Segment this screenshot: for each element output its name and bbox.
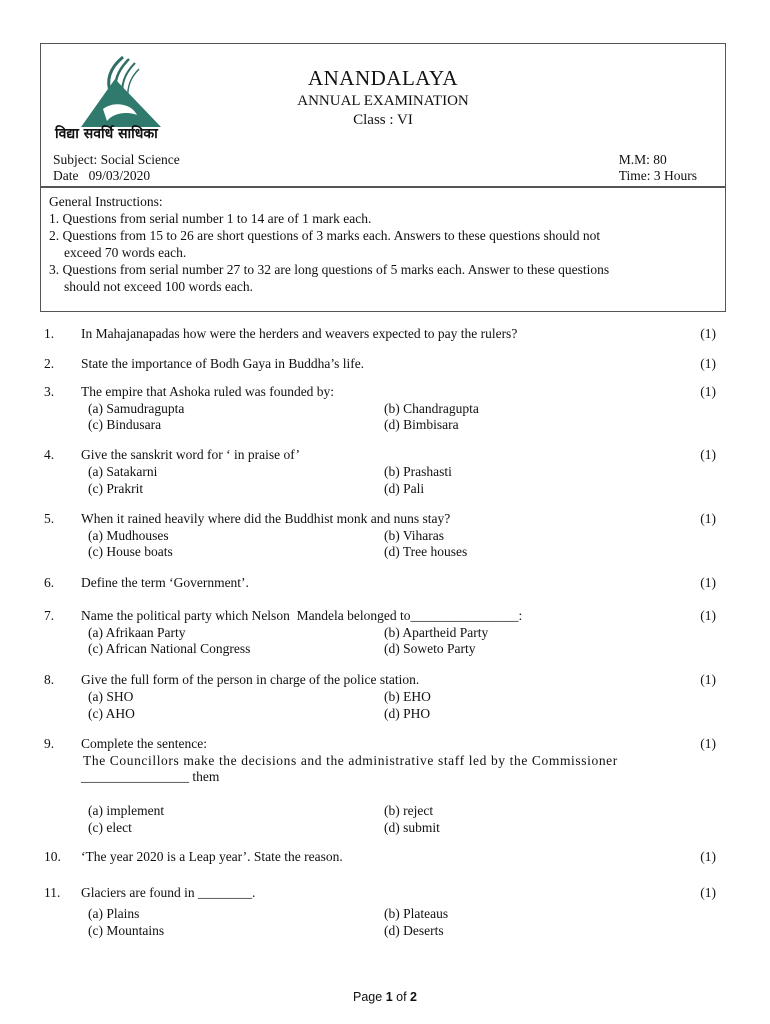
option: (a) Plains [88,906,140,921]
option: (c) African National Congress [88,641,251,656]
time: Time: 3 Hours [618,168,697,183]
marks-time [619,152,697,184]
option: (a) implement [88,803,165,818]
question-number: 11. [44,885,61,900]
option: (b) EHO [384,689,431,704]
question-text: Glaciers are found in ________. [81,885,256,900]
question-text-line: The Councillors make the decisions and the administrative staff led by the Commissioner [83,753,618,768]
question-number: 5. [44,511,55,526]
question-number: 8. [44,672,55,687]
option: (c) House boats [88,544,173,559]
question-marks: (1) [700,326,716,341]
option: (b) Prashasti [384,464,452,479]
option: (d) submit [384,820,440,835]
question-number: 9. [44,736,55,751]
question-text-line: ________________ them [81,769,220,784]
question-number: 3. [44,384,55,399]
option: (a) SHO [88,689,134,704]
question-marks: (1) [700,447,716,462]
question-text: Define the term ‘Government’. [81,575,249,590]
school-name: ANANDALAYA [307,66,459,90]
option: (b) reject [384,803,434,818]
question-marks: (1) [700,575,716,590]
question-number: 1. [44,326,55,341]
question-marks: (1) [700,511,716,526]
question-marks: (1) [700,736,716,751]
instruction-item: 3. Questions from serial number 27 to 32 are long questions of 5 marks each. Answer to these questions [49,262,610,277]
question-text: When it rained heavily where did the Buddhist monk and nuns stay? [81,511,451,526]
page-current: 1 [385,990,393,1004]
question-text: State the importance of Bodh Gaya in Buddha’s life. [81,356,365,371]
page-mid: of [392,990,411,1004]
general-instructions [40,187,726,312]
question-number: 6. [44,575,55,590]
option: (a) Satakarni [88,464,158,479]
subject-date [53,152,180,184]
page-total: 2 [410,990,417,1004]
option: (d) PHO [384,706,431,721]
question-marks: (1) [700,672,716,687]
instruction-item: 2. Questions from 15 to 26 are short questions of 3 marks each. Answers to these questions should not [49,228,601,243]
question-text: Name the political party which Nelson Mandela belonged to________________: [81,608,523,623]
option: (a) Afrikaan Party [88,625,186,640]
option: (c) elect [88,820,132,835]
option: (d) Pali [384,481,425,496]
exam-title: ANNUAL EXAMINATION [297,93,469,109]
option: (d) Deserts [384,923,444,938]
option: (c) Mountains [88,923,165,938]
date: Date 09/03/2020 [53,168,151,183]
instruction-item: exceed 70 words each. [64,245,187,260]
option: (b) Apartheid Party [384,625,489,640]
option: (a) Mudhouses [88,528,169,543]
option: (c) Bindusara [88,417,162,432]
question-text: ‘The year 2020 is a Leap year’. State the reason. [81,849,343,864]
option: (d) Soweto Party [384,641,476,656]
instruction-item: 1. Questions from serial number 1 to 14 are of 1 mark each. [49,211,372,226]
question-marks: (1) [700,356,716,371]
option: (d) Bimbisara [384,417,459,432]
question-marks: (1) [700,608,716,623]
subject: Subject: Social Science [53,152,180,167]
instruction-item: should not exceed 100 words each. [64,279,253,294]
option: (b) Plateaus [384,906,449,921]
question-number: 7. [44,608,55,623]
instructions-title: General Instructions: [49,194,163,209]
option: (a) Samudragupta [88,401,185,416]
page-prefix: Page [353,990,386,1004]
question-number: 4. [44,447,55,462]
question-marks: (1) [700,885,716,900]
question-text: Complete the sentence: [81,736,207,751]
question-text: Give the sanskrit word for ‘ in praise of’ [81,447,300,462]
question-marks: (1) [700,849,716,864]
option: (c) AHO [88,706,135,721]
logo-motto: विद्या सवर्धि साधिका [55,126,158,142]
option: (c) Prakrit [88,481,144,496]
question-marks: (1) [700,384,716,399]
question-number: 2. [44,356,55,371]
header-box [40,43,726,187]
question-text: Give the full form of the person in charge of the police station. [81,672,420,687]
class-label: Class : VI [353,112,413,128]
question-number: 10. [44,849,61,864]
question-text: The empire that Ashoka ruled was founded by: [81,384,335,399]
option: (b) Viharas [384,528,445,543]
option: (b) Chandragupta [384,401,479,416]
max-marks: M.M: 80 [618,152,667,167]
question-text: In Mahajanapadas how were the herders and weavers expected to pay the rulers? [81,326,518,341]
page-footer [0,990,770,1004]
option: (d) Tree houses [384,544,468,559]
